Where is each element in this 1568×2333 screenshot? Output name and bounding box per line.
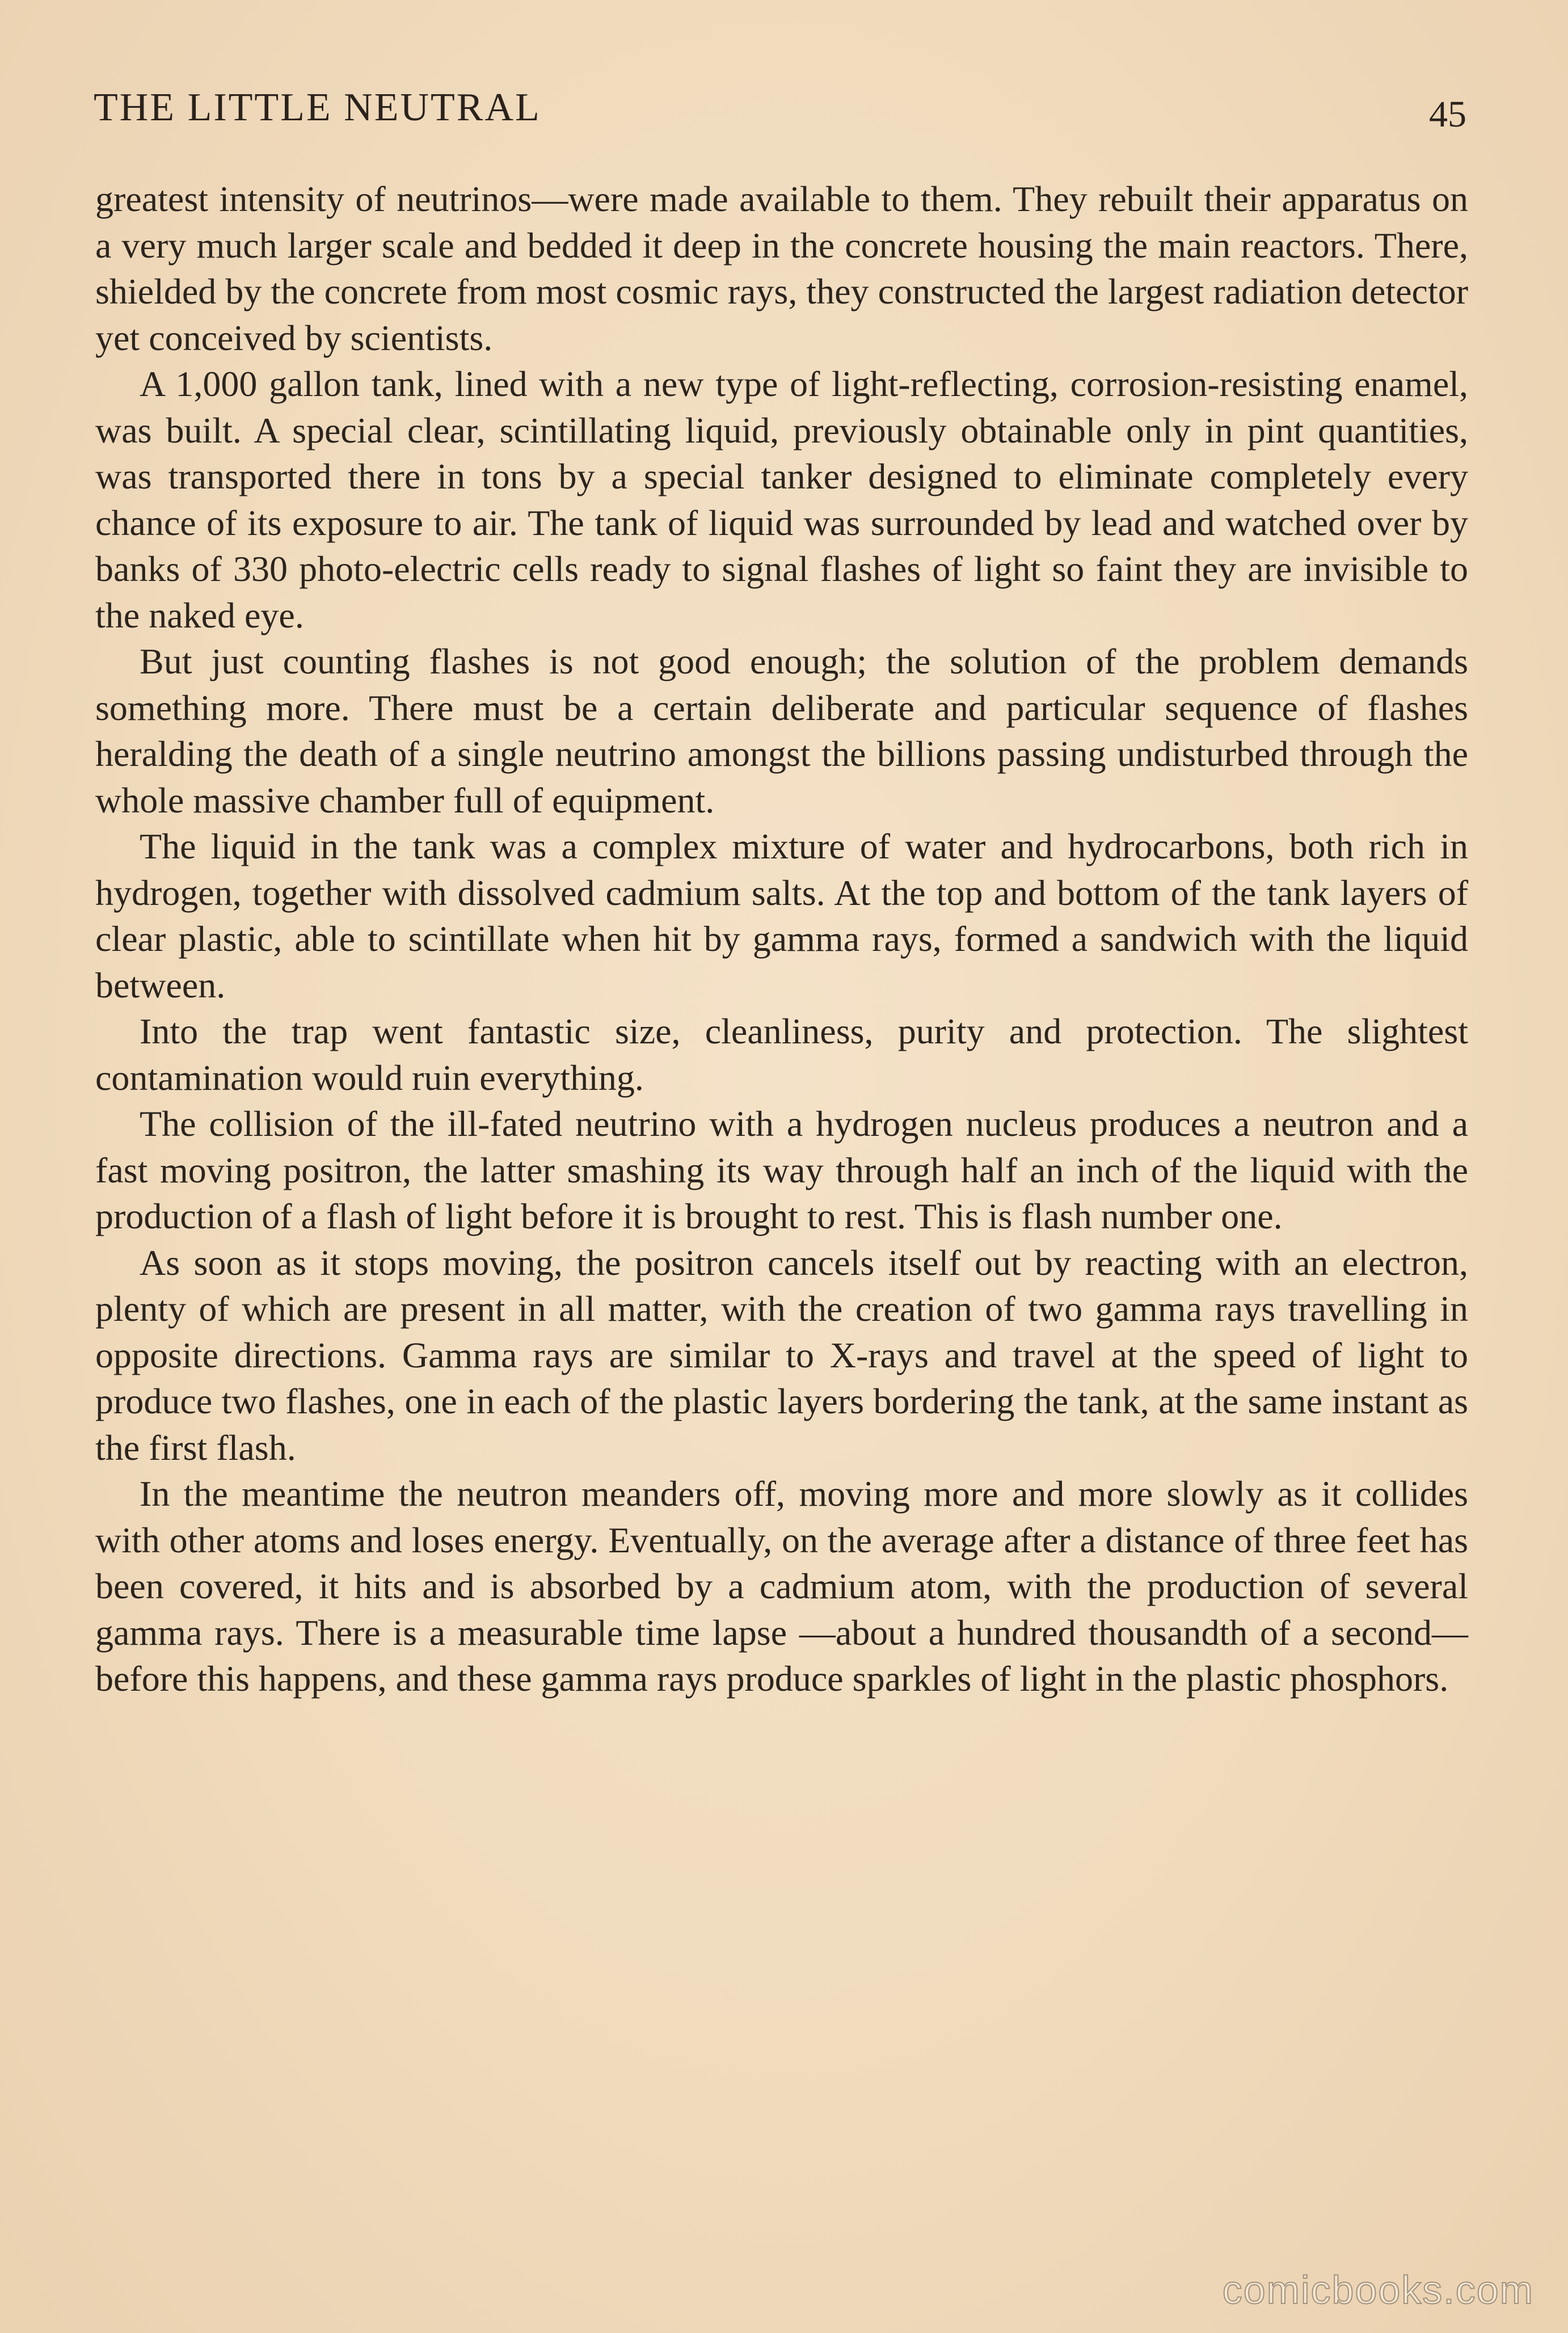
paragraph: greatest intensity of neutrinos—were made available to them. They rebuilt their apparatus on a very much larger scale and bedded it deep in the concrete housing the main reactors. There, shielded by the concrete from most cosmic rays, they constructed the largest radiation detector yet conceived by scientists.: [95, 179, 1468, 358]
paragraph: The collision of the ill-fated neutrino with a hydrogen nucleus produces a neutron and a fast moving positron, the latter smashing its way through half an inch of the liquid with the production of a flash of light before it is brought to rest. This is flash number one.: [95, 1104, 1468, 1236]
running-head: [94, 85, 1466, 148]
running-title: THE LITTLE NEUTRAL: [94, 86, 541, 129]
page-number: 45: [1429, 94, 1466, 135]
paragraph: As soon as it stops moving, the positron cancels itself out by reacting with an electron, plenty of which are present in all matter, with the creation of two gamma rays travelling in opposite directions. Gamma rays are similar to X-rays and travel at the speed of light to produce two flashes, one in each of the plastic layers bordering the tank, at the same instant as the first flash.: [95, 1242, 1468, 1468]
paragraph: Into the trap went fantastic size, cleanliness, purity and protection. The slightest contamination would ruin everything.: [95, 1011, 1468, 1098]
body-text: [95, 176, 1468, 1702]
paragraph: The liquid in the tank was a complex mixture of water and hydrocarbons, both rich in hydrogen, together with dissolved cadmium salts. At the top and bottom of the tank layers of clear plastic, able to scintillate when hit by gamma rays, formed a sandwich with the liquid between.: [95, 826, 1468, 1005]
watermark: comicbooks.com: [1222, 2268, 1534, 2312]
paragraph: In the meantime the neutron meanders off, moving more and more slowly as it collides with other atoms and loses energy. Eventually, on the average after a distance of three feet has been covered, it hits and is absorbed by a cadmium atom, with the production of several gamma rays. There is a measurable time lapse —about a hundred thousandth of a second—before this happens, and these gamma rays produce sparkles of light in the plastic phosphors.: [95, 1473, 1468, 1699]
paragraph: A 1,000 gallon tank, lined with a new type of light-reflecting, corrosion-resisting enamel, was built. A special clear, scintillating liquid, previously obtainable only in pint quantities, was transported there in tons by a special tanker designed to eliminate completely every chance of its exposure to air. The tank of liquid was surrounded by lead and watched over by banks of 330 photo-electric cells ready to signal flashes of light so faint they are invisible to the naked eye.: [95, 364, 1468, 635]
paragraph: But just counting flashes is not good enough; the solution of the problem demands something more. There must be a certain deliberate and particular sequence of flashes heralding the death of a single neutrino amongst the billions passing undisturbed through the whole massive chamber full of equipment.: [95, 641, 1468, 820]
